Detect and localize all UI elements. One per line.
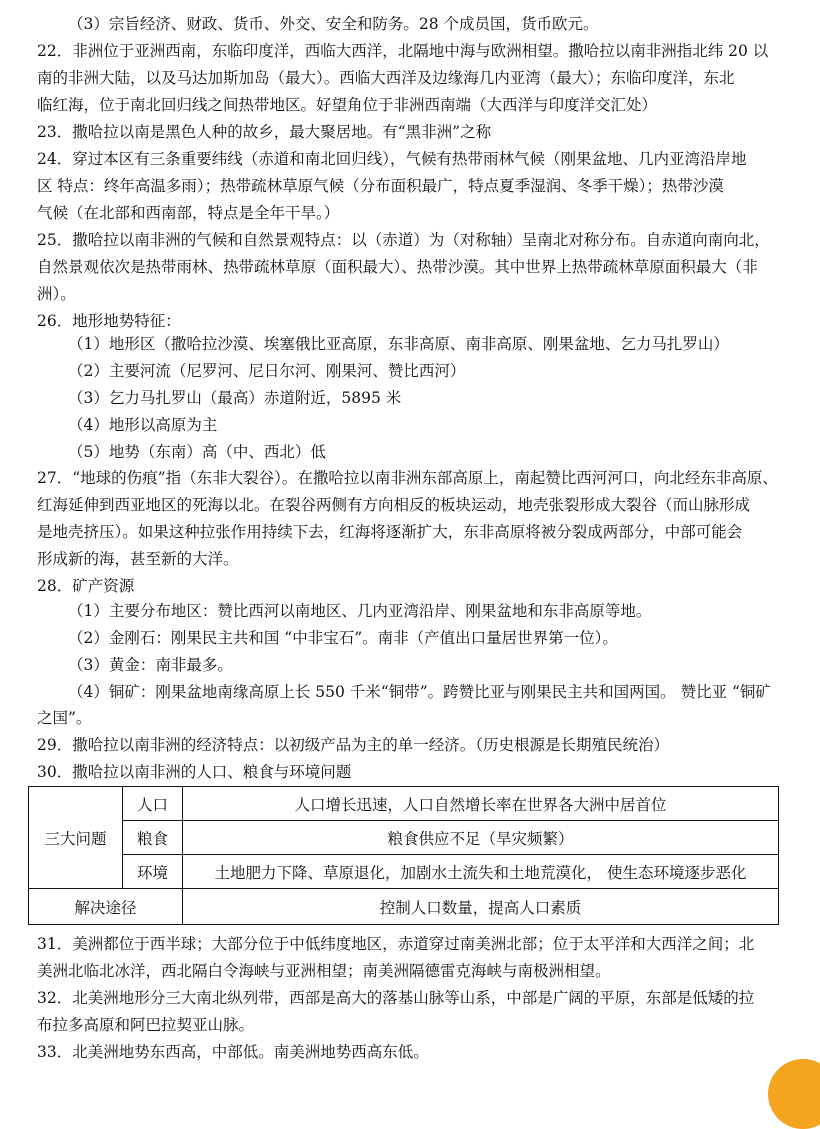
text-line: 26．地形地势特征： <box>37 312 181 330</box>
text-line: 自然景观依次是热带雨林、热带疏林草原（面积最大）、热带沙漠。其中世界上热带疏林草原面积最大（非 <box>37 258 758 276</box>
text-line: 32．北美洲地形分三大南北纵列带，西部是高大的落基山脉等山系，中部是广阔的平原，东部是低矮的拉 <box>37 989 755 1007</box>
table-content-cell: 粮食供应不足（旱灾频繁） <box>183 821 779 855</box>
table-solution-content: 控制人口数量，提高人口素质 <box>183 889 779 925</box>
text-line: 30．撒哈拉以南非洲的人口、粮食与环境问题 <box>37 763 352 781</box>
text-line: （5）地势（东南）高（中、西北）低 <box>68 443 326 461</box>
text-line: 31．美洲都位于西半球；大部分位于中低纬度地区，赤道穿过南美洲北部；位于太平洋和大西洋之间；北 <box>37 935 755 953</box>
text-line: （4）地形以高原为主 <box>68 416 218 434</box>
text-line: 之国”。 <box>37 709 92 727</box>
text-line: 美洲北临北冰洋，西北隔白令海峡与亚洲相望；南美洲隔德雷克海峡与南极洲相望。 <box>37 962 611 980</box>
table-row <box>29 821 779 855</box>
text-line: 27．“地球的伤痕”指（东非大裂谷）。在撒哈拉以南非洲东部高原上，南起赞比西河河口，向北经东非高原、 <box>37 469 778 487</box>
table-row <box>29 787 779 821</box>
table-content-cell: 土地肥力下降、草原退化，加剧水土流失和土地荒漠化， 使生态环境逐步恶化 <box>183 855 779 889</box>
text-line: 洲）。 <box>37 285 76 303</box>
table-content-cell: 人口增长迅速，人口自然增长率在世界各大洲中居首位 <box>183 787 779 821</box>
text-line: 33．北美洲地势东西高，中部低。南美洲地势西高东低。 <box>37 1043 429 1061</box>
text-line: 南的非洲大陆，以及马达加斯加岛（最大）。西临大西洋及边缘海几内亚湾（最大）；东临印度洋，东北 <box>37 69 735 87</box>
text-line: （2）金刚石：刚果民主共和国 “中非宝石”。南非（产值出口量居世界第一位）。 <box>68 629 618 647</box>
problems-table <box>28 786 779 925</box>
text-line: 29．撒哈拉以南非洲的经济特点：以初级产品为主的单一经济。（历史根源是长期殖民统治） <box>37 736 669 754</box>
text-line: （1）地形区（撒哈拉沙漠、埃塞俄比亚高原，东非高原、南非高原、刚果盆地、乞力马扎罗山） <box>68 335 729 353</box>
text-line: 28．矿产资源 <box>37 577 135 595</box>
text-line: （4）铜矿：刚果盆地南缘高原上长 550 千米“铜带”。跨赞比亚与刚果民主共和国两国。 赞比亚 “铜矿 <box>68 683 771 701</box>
table-row <box>29 855 779 889</box>
table-category-cell: 人口 <box>123 787 183 821</box>
text-line: （2）主要河流（尼罗河、尼日尔河、刚果河、赞比西河） <box>68 362 466 380</box>
text-line: 24．穿过本区有三条重要纬线（赤道和南北回归线），气候有热带雨林气候（刚果盆地、几内亚湾沿岸地 <box>37 150 747 168</box>
text-line: 红海延伸到西亚地区的死海以北。在裂谷两侧有方向相反的板块运动，地壳张裂形成大裂谷（而山脉形成 <box>37 496 751 514</box>
text-line: 是地壳挤压）。如果这种拉张作用持续下去，红海将逐渐扩大，东非高原将被分裂成两部分，中部可能会 <box>37 523 743 541</box>
table-category-cell: 粮食 <box>123 821 183 855</box>
table-category-cell: 环境 <box>123 855 183 889</box>
table-solution-label: 解决途径 <box>29 889 183 925</box>
text-line: 22．非洲位于亚洲西南，东临印度洋，西临大西洋，北隔地中海与欧洲相望。撒哈拉以南非洲指北纬 20 以 <box>37 42 769 60</box>
table-group-label: 三大问题 <box>29 787 123 889</box>
text-line: （3）乞力马扎罗山（最高）赤道附近，5895 米 <box>68 389 402 407</box>
text-line: 23．撒哈拉以南是黑色人种的故乡，最大聚居地。有“黑非洲”之称 <box>37 123 492 141</box>
text-line: 25．撒哈拉以南非洲的气候和自然景观特点：以（赤道）为（对称轴）呈南北对称分布。自赤道向南向北， <box>37 231 770 249</box>
text-line: 区 特点：终年高温多雨）；热带疏林草原气候（分布面积最广，特点夏季湿润、冬季干燥）；热带沙漠 <box>37 177 724 195</box>
text-line: （3）宗旨经济、财政、货币、外交、安全和防务。28 个成员国，货币欧元。 <box>68 15 599 33</box>
text-line: 临红海，位于南北回归线之间热带地区。好望角位于非洲西南端（大西洋与印度洋交汇处） <box>37 96 658 114</box>
table-row <box>29 889 779 925</box>
text-line: 气候（在北部和西南部，特点是全年干旱。） <box>37 204 340 222</box>
text-line: （3）黄金：南非最多。 <box>68 656 233 674</box>
text-line: 形成新的海，甚至新的大洋。 <box>37 550 239 568</box>
text-line: 布拉多高原和阿巴拉契亚山脉。 <box>37 1016 255 1034</box>
corner-decoration <box>768 1059 820 1129</box>
text-line: （1）主要分布地区：赞比西河以南地区、几内亚湾沿岸、刚果盆地和东非高原等地。 <box>68 602 652 620</box>
